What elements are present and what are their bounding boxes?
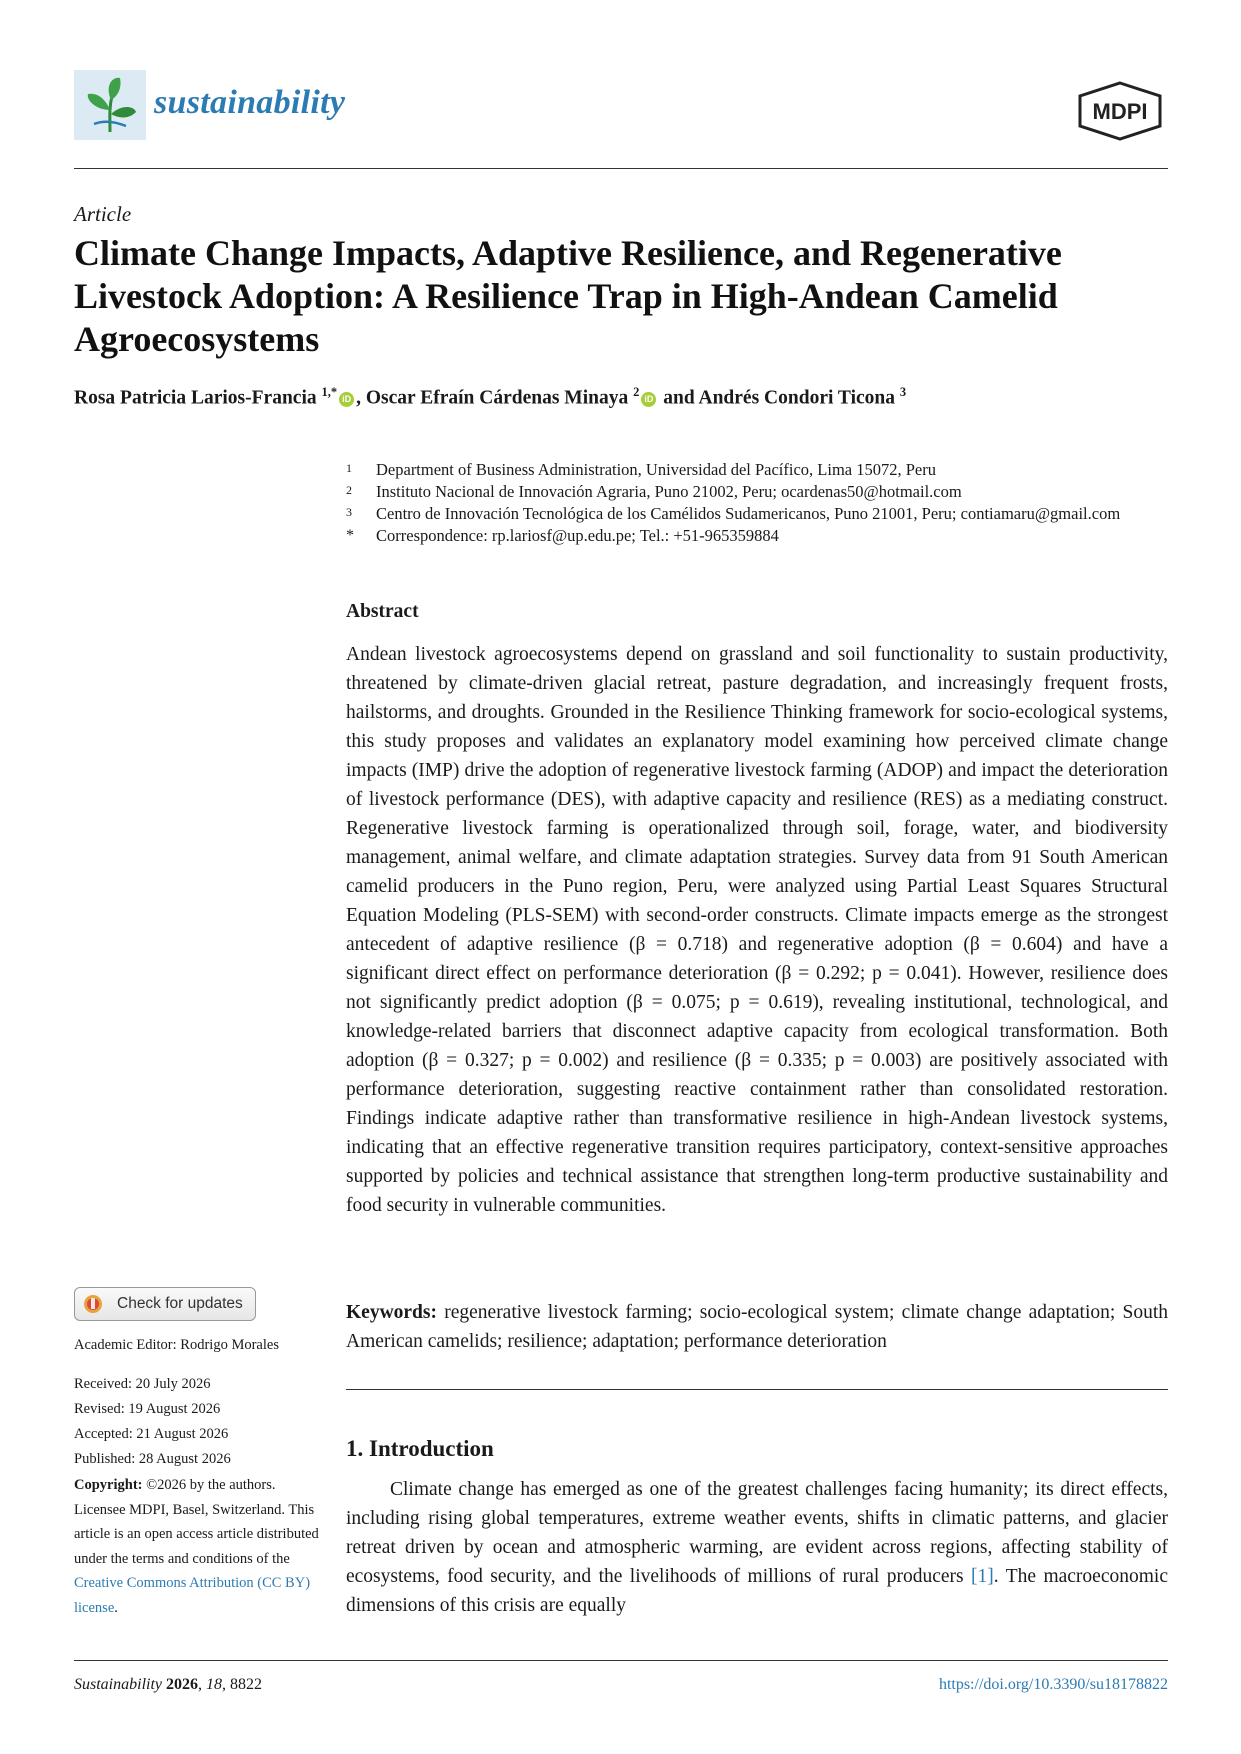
footer-journal: Sustainability <box>74 1676 162 1693</box>
keywords-text: regenerative livestock farming; socio-ecological system; climate change adaptation; South American camelids; resilience; adaptation; performance deterioration <box>346 1302 1169 1352</box>
license-link[interactable]: Creative Commons Attribution (CC BY) license <box>74 1575 311 1616</box>
publisher-label: MDPI <box>1092 99 1148 124</box>
author-list: Rosa Patricia Larios-Francia $^{1,*}$ iD , Oscar Efraín Cárdenas Minaya $^2$ iD and Andrés Condori Ticona $^3$ <box>74 385 907 409</box>
journal-name: sustainability <box>154 84 346 121</box>
author-name: Oscar Efraín Cárdenas Minaya <box>365 387 629 409</box>
footer-year: 2026 <box>166 1676 198 1693</box>
author-name: Andrés Condori Ticona <box>698 387 895 409</box>
received-date: Received: 20 July 2026 <box>74 1376 211 1392</box>
reference-link[interactable]: [1] <box>971 1566 994 1587</box>
affiliation-text: Instituto Nacional de Innovación Agraria, Puno 21002, Peru; ocardenas50@hotmail.com <box>376 482 962 501</box>
section-heading: 1. Introduction <box>346 1436 494 1461</box>
paper-title: Climate Change Impacts, Adaptive Resilience, and Regenerative Livestock Adoption: A Resilience Trap in High-Andean Camelid Agroecosystems <box>74 233 1062 359</box>
copyright-label: Copyright: <box>74 1477 143 1493</box>
journal-logo-icon <box>74 70 146 140</box>
affiliation-item <box>346 481 1176 503</box>
copyright-text: ©2026 by the authors. Licensee MDPI, Basel, Switzerland. This article is an open access article distributed under the terms and conditions of the <box>74 1477 319 1567</box>
affiliation-text: Department of Business Administration, Universidad del Pacífico, Lima 15072, Peru <box>376 460 936 479</box>
orcid-icon[interactable]: iD <box>339 392 354 407</box>
affiliation-text: Centro de Innovación Tecnológica de los Camélidos Sudamericanos, Puno 21001, Peru; contiamaru@gmail.com <box>376 504 1121 523</box>
author-affiliation-mark: 1,* <box>321 385 338 399</box>
header-divider <box>74 168 1168 169</box>
abstract-text: Andean livestock agroecosystems depend on grassland and soil functionality to sustain productivity, threatened by climate-driven glacial retreat, pasture degradation, and increasingly frequent frosts, hailstorms, and droughts. Grounded in the Resilience Thinking framework for socio-ecological systems, this study proposes and validates an explanatory model examining how perceived climate change impacts (IMP) drive the adoption of regenerative livestock farming (ADOP) and impact the deterioration of livestock performance (DES), with adaptive capacity and resilience (RES) as a mediating construct. Regenerative livestock farming is operationalized through soil, forage, water, and biodiversity management, animal welfare, and climate adaptation strategies. Survey data from 91 South American camelid producers in the Puno region, Peru, were analyzed using Partial Least Squares Structural Equation Modeling (PLS-SEM) with second-order constructs. Climate impacts emerge as the strongest antecedent of adaptive resilience (β = 0.718) and regenerative adoption (β = 0.604) and have a significant direct effect on performance deterioration (β = 0.292; p = 0.041). However, resilience does not significantly predict adoption (β = 0.075; p = 0.619), revealing institutional, technological, and knowledge-related barriers that disconnect adaptive capacity from ecological transformation. Both adoption (β = 0.327; p = 0.002) and resilience (β = 0.335; p = 0.003) are positively associated with performance deterioration, suggesting reactive containment rather than consolidated restoration. Findings indicate adaptive rather than transformative resilience in high-Andean livestock systems, indicating that an effective regenerative transition requires participatory, context-sensitive approaches supported by policies and technical assistance that strengthen long-term productive sustainability and food security in vulnerable communities. <box>346 644 1168 1216</box>
check-updates-icon <box>83 1294 103 1314</box>
copyright-notice <box>74 1473 324 1620</box>
academic-editor: Academic Editor: Rodrigo Morales <box>74 1337 279 1353</box>
author-connector: and <box>663 387 695 409</box>
affiliation-number: 3 <box>346 505 352 519</box>
revised-date: Revised: 19 August 2026 <box>74 1401 221 1417</box>
check-updates-label: Check for updates <box>117 1295 243 1312</box>
author-affiliation-mark: 2 <box>633 385 640 399</box>
copyright-end: . <box>114 1599 118 1616</box>
publication-dates <box>74 1372 231 1472</box>
affiliation-item <box>346 459 1176 481</box>
author-name: Rosa Patricia Larios-Francia <box>74 387 317 409</box>
mdpi-logo-icon <box>1074 80 1166 142</box>
correspondence-text: Correspondence: rp.lariosf@up.edu.pe; Tel.: +51-965359884 <box>376 526 779 545</box>
check-for-updates-button[interactable] <box>74 1287 256 1321</box>
affiliation-number: 1 <box>346 461 352 475</box>
accepted-date: Accepted: 21 August 2026 <box>74 1426 229 1442</box>
abstract-heading: Abstract <box>346 601 419 622</box>
footer-volume: 18 <box>206 1676 222 1693</box>
author-affiliation-mark: 3 <box>899 385 907 399</box>
intro-text-continued: . The macroeconomic dimensions of this crisis are equally <box>346 1566 1168 1616</box>
orcid-icon[interactable]: iD <box>641 392 656 407</box>
published-date: Published: 28 August 2026 <box>74 1451 231 1467</box>
intro-text: Climate change has emerged as one of the greatest challenges facing humanity; its direct effects, including rising global temperatures, extreme weather events, shifts in climatic patterns, and glacier retreat driven by ocean and atmospheric warming, are evident across regions, affecting stability of ecosystems, food security, and the livelihoods of millions of rural producers <box>346 1479 1168 1587</box>
article-type: Article <box>74 202 132 226</box>
intro-paragraph <box>346 1475 1168 1620</box>
affiliations <box>346 459 1176 547</box>
keywords <box>346 1298 1168 1356</box>
footer-citation: Sustainability 2026, 18, 8822 <box>74 1676 262 1693</box>
affiliation-item <box>346 503 1176 525</box>
footer-article-number: 8822 <box>230 1676 262 1693</box>
correspondence <box>346 525 1176 547</box>
affiliation-number: 2 <box>346 483 352 497</box>
keywords-divider <box>346 1389 1168 1390</box>
correspondence-mark: * <box>346 527 354 544</box>
keywords-label: Keywords: <box>346 1302 437 1323</box>
doi-link[interactable]: https://doi.org/10.3390/su18178822 <box>938 1676 1168 1693</box>
footer-divider <box>74 1660 1168 1661</box>
